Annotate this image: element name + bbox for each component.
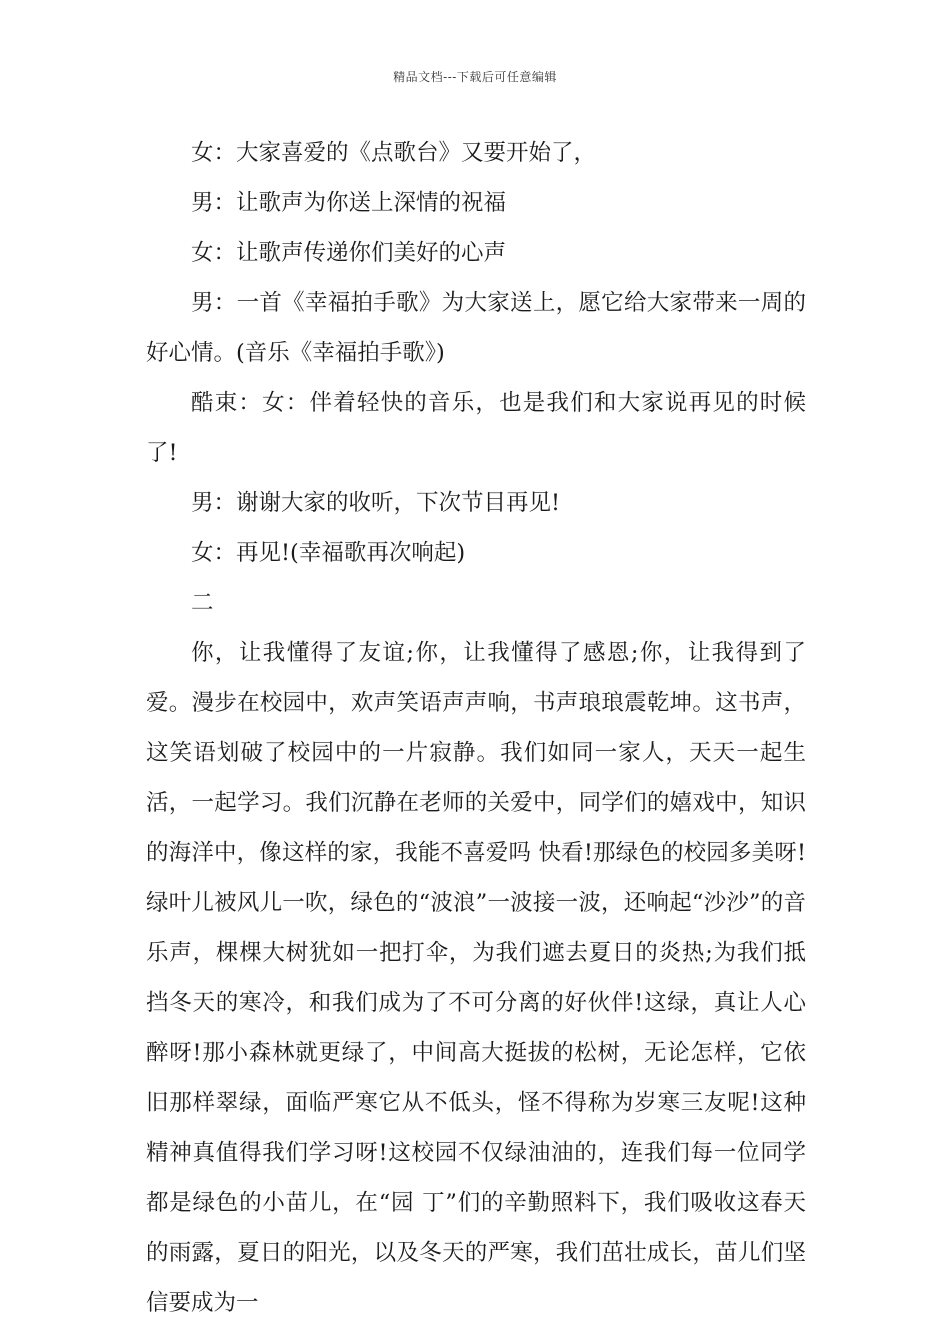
essay-paragraph: 你，让我懂得了友谊;你，让我懂得了感恩;你，让我得到了爱。漫步在校园中，欢声笑语声声响，书声琅琅震乾坤。这书声，这笑语划破了校园中的一片寂静。我们如同一家人，天天一起生活，一起学习。我们沉静在老师的关爱中，同学们的嬉戏中，知识的海洋中，像这样的家，我能不喜爱吗 快看!那绿色的校园多美呀!绿叶儿被风儿一吹，绿色的“波浪”一波接一波，还响起“沙沙”的音乐声，棵棵大树犹如一把打伞，为我们遮去夏日的炎热;为我们抵挡冬天的寒冷，和我们成为了不可分离的好伙伴!这绿，真让人心醉呀!那小森林就更绿了，中间高大挺拔的松树，无论怎样，它依旧那样翠绿，面临严寒它从不低头，怪不得称为岁寒三友呢!这种精神真值得我们学习呀!这校园不仅绿油油的，连我们每一位同学都是绿色的小苗儿，在“园 丁”们的辛勤照料下，我们吸收这春天的雨露，夏日的阳光，以及冬天的严寒，我们茁壮成长，苗儿们坚信要成为一 xyxy=(146,640,806,1316)
section-number: 二 xyxy=(191,590,214,616)
dialogue-line-male-song: 男：一首《幸福拍手歌》为大家送上，愿它给大家带来一周的好心情。(音乐《幸福拍手歌》) xyxy=(146,290,806,366)
dialogue-line-male-thanks: 男：谢谢大家的收听，下次节目再见! xyxy=(191,490,561,516)
dialogue-line-female-goodbye: 女：再见!(幸福歌再次响起) xyxy=(191,540,466,566)
dialogue-line-female-opening: 女：大家喜爱的《点歌台》又要开始了， xyxy=(191,140,597,166)
dialogue-line-female-voice: 女：让歌声传递你们美好的心声 xyxy=(191,240,507,266)
dialogue-line-male-blessing: 男：让歌声为你送上深情的祝福 xyxy=(191,190,507,216)
dialogue-line-closing: 酷束：女：伴着轻快的音乐，也是我们和大家说再见的时候了! xyxy=(146,390,806,466)
document-body xyxy=(146,128,806,1328)
page-header: 精品文档---下载后可任意编辑 xyxy=(393,70,557,84)
